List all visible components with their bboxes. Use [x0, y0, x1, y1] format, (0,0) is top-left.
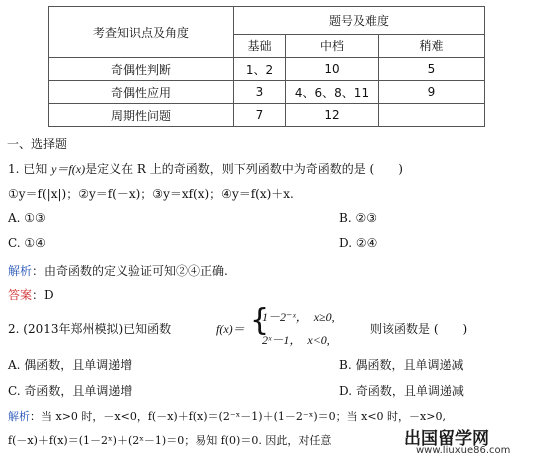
q2-case-1: 1－2⁻ˣ， x≥0, — [262, 310, 335, 324]
q2-stem-prefix: 2. (2013年郑州模拟)已知函数 — [8, 322, 172, 336]
row-hard: 9 — [379, 81, 485, 104]
q1-stem — [8, 160, 403, 177]
row-topic: 奇偶性应用 — [49, 81, 234, 104]
q1-analysis — [8, 262, 228, 279]
piecewise-brace: { — [250, 303, 270, 338]
q2-option-d: D. 奇函数，且单调递减 — [339, 384, 464, 398]
row-topic: 周期性问题 — [49, 104, 234, 127]
row-mid: 12 — [286, 104, 379, 127]
watermark-url: www.liuxue86.com — [416, 445, 511, 456]
row-basic: 1、2 — [234, 58, 286, 81]
q1-option-b: B. ②③ — [339, 211, 377, 225]
knowledge-table — [48, 6, 485, 127]
level-hard: 稍难 — [379, 34, 485, 57]
q1-option-d: D. ②④ — [339, 236, 378, 250]
q1-option-c: C. ①④ — [8, 236, 46, 250]
table-row — [49, 58, 485, 81]
q2-analysis-line-2: f(－x)＋f(x)＝(1－2ˣ)＋(2ˣ－1)＝0；易知 f(0)＝0. 因此，对任意 — [8, 434, 332, 447]
table-row — [49, 104, 485, 127]
level-basic: 基础 — [234, 34, 286, 57]
q1-stem-prefix: 1. 已知 — [8, 162, 52, 176]
q2-analysis-text-1: ：当 x>0 时，－x<0，f(－x)＋f(x)＝(2⁻ˣ－1)＋(1－2⁻ˣ)＝0；当 x<0 时，－x>0, — [30, 410, 446, 423]
level-mid: 中档 — [286, 34, 379, 57]
row-basic: 3 — [234, 81, 286, 104]
table-row — [49, 81, 485, 104]
q1-answer-value: ：D — [32, 288, 54, 302]
q1-stem-suffix: 是定义在 R 上的奇函数，则下列函数中为奇函数的是 ( ) — [85, 162, 403, 176]
q1-analysis-label: 解析 — [8, 264, 33, 278]
q1-analysis-text: ：由奇函数的定义验证可知②④正确. — [32, 264, 228, 278]
row-hard — [379, 104, 485, 127]
watermark — [398, 424, 538, 458]
header-topic: 考查知识点及角度 — [49, 7, 234, 58]
q2-option-b: B. 偶函数，且单调递减 — [339, 358, 464, 372]
q1-answer — [8, 286, 54, 303]
q2-option-a: A. 偶函数，且单调递增 — [8, 358, 133, 372]
header-difficulty: 题号及难度 — [234, 7, 485, 35]
q1-items: ①y＝f(|x|)；②y＝f(－x)；③y＝xf(x)；④y＝f(x)＋x. — [8, 187, 294, 201]
q2-function-name: f(x)＝ — [216, 322, 245, 336]
row-mid: 4、6、8、11 — [286, 81, 379, 104]
row-basic: 7 — [234, 104, 286, 127]
section-title: 一、选择题 — [7, 137, 68, 151]
q1-stem-function: y＝f(x) — [51, 162, 86, 176]
watermark-title: 出国留学网 — [404, 429, 489, 449]
q2-case-2: 2ˣ－1， x<0, — [262, 333, 330, 347]
q2-analysis-label: 解析 — [8, 410, 30, 423]
row-hard: 5 — [379, 58, 485, 81]
row-topic: 奇偶性判断 — [49, 58, 234, 81]
row-mid: 10 — [286, 58, 379, 81]
q2-analysis-line-1 — [8, 408, 446, 424]
q2-stem-suffix: 则该函数是 ( ) — [370, 322, 468, 336]
q1-answer-label: 答案 — [8, 288, 33, 302]
q2-option-c: C. 奇函数，且单调递增 — [8, 384, 133, 398]
q1-option-a: A. ①③ — [8, 211, 46, 225]
